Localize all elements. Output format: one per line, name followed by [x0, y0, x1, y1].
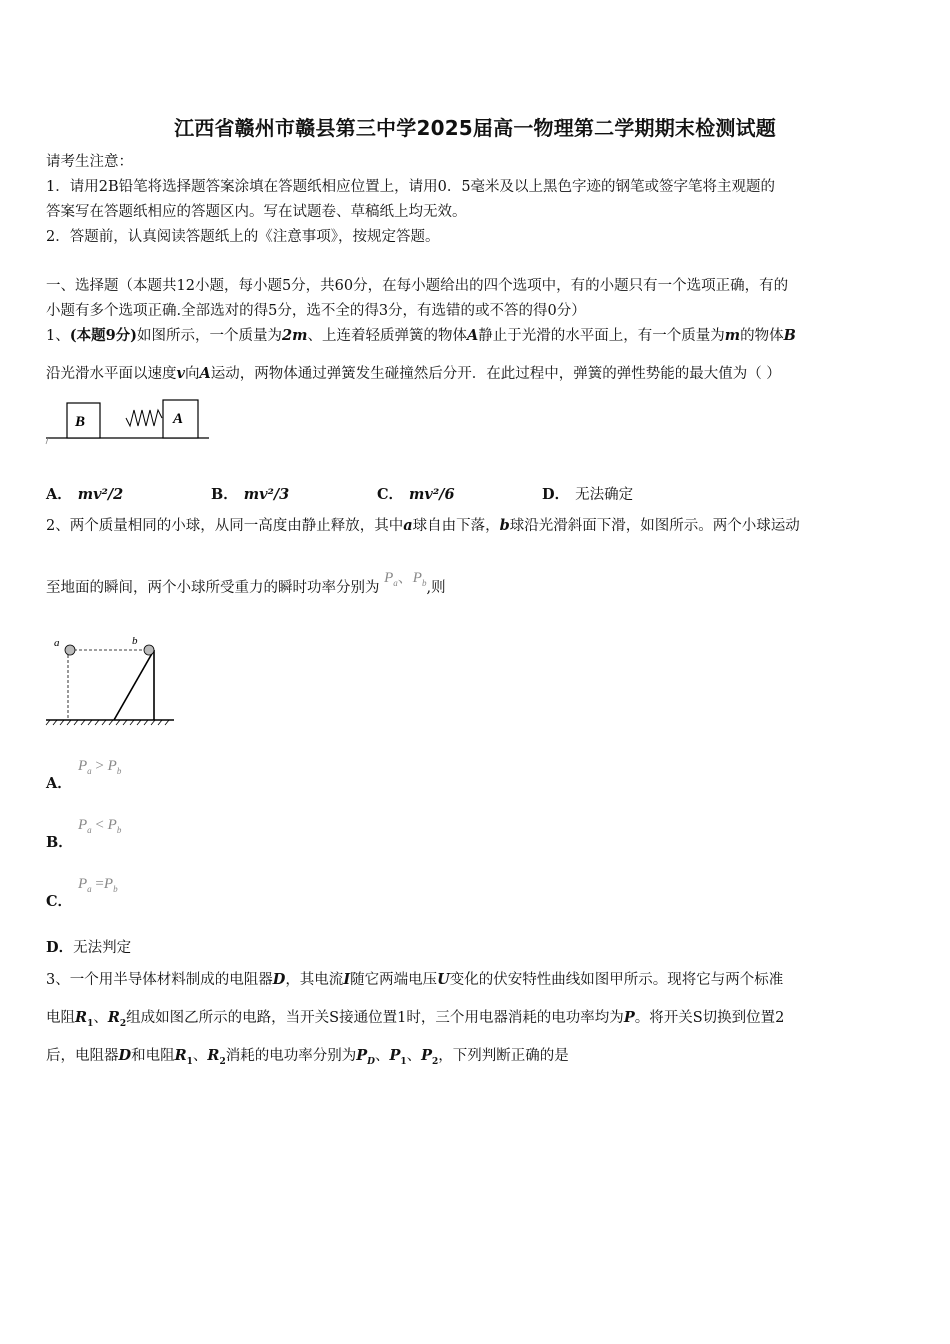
q2-line-2: 至地面的瞬间，两个小球所受重力的瞬时功率分别为 $P_a$、$P_b$,则 [46, 570, 446, 596]
q3-line-2: 电阻$R_1$、$R_2$组成如图乙所示的电路，当开关S接通位置1时，三个用电器消耗的电功率均为P。将开关S切换到位置2 [46, 1009, 785, 1029]
q1-option-d[interactable]: D． 无法确定 [542, 486, 634, 503]
q2-ball-a [65, 645, 75, 655]
q2-line-1: 2、两个质量相同的小球，从同一高度由静止释放，其中a球自由下落，b球沿光滑斜面下滑，如图所示。两个小球运动 [46, 517, 800, 534]
notice-heading: 请考生注意： [46, 154, 133, 170]
section-intro-2: 小题有多个选项正确.全部选对的得5分，选不全的得3分，有选错的或不答的得0分） [46, 303, 586, 319]
q2-power-symbols: $P_a$、$P_b$ [384, 570, 427, 588]
q2-option-d[interactable]: D．无法判定 [46, 939, 132, 956]
q3-line-3: 后，电阻器D和电阻$R_1$、$R_2$消耗的电功率分别为$P_D$、$P_1$、$P_2$，下列判断正确的是 [46, 1047, 569, 1067]
q1-line-1: 1、(本题9分)如图所示，一个质量为2m、上连着轻质弹簧的物体A静止于光滑的水平面上，有一个质量为m的物体B [46, 327, 796, 344]
q1-option-c[interactable]: C． mv²/6 [377, 486, 455, 503]
q2-figure-label-b: b [132, 635, 138, 647]
section-intro-1: 一、选择题（本题共12小题，每小题5分，共60分，在每小题给出的四个选项中，有的小题只有一个选项正确，有的 [46, 278, 789, 294]
q2-option-c-formula: $P_a =P_b$ [78, 876, 118, 894]
q2-incline-figure [44, 634, 179, 729]
q1-option-a[interactable]: A． mv²/2 [46, 486, 124, 503]
q2-option-b-label[interactable]: B． [46, 834, 73, 851]
q1-spring-figure [46, 398, 216, 448]
q2-figure-label-a: a [54, 637, 60, 649]
q1-figure-label-b: B [75, 414, 86, 430]
notice-item-1a: 1．请用2B铅笔将选择题答案涂填在答题纸相应位置上，请用0．5毫米及以上黑色字迹的钢笔或签字笔将主观题的 [46, 179, 776, 195]
notice-item-1b: 答案写在答题纸相应的答题区内。写在试题卷、草稿纸上均无效。 [46, 204, 467, 220]
q2-option-c-label[interactable]: C． [46, 893, 73, 910]
q2-option-b-formula: $P_a < P_b$ [78, 817, 122, 835]
notice-item-2: 2．答题前，认真阅读答题纸上的《注意事项》，按规定答题。 [46, 229, 440, 245]
q2-option-a-formula: $P_a > P_b$ [78, 758, 122, 776]
page-title: 江西省赣州市赣县第三中学2025届高一物理第二学期期末检测试题 [174, 116, 776, 140]
q1-line-2: 沿光滑水平面以速度v向A运动，两物体通过弹簧发生碰撞然后分开．在此过程中，弹簧的弹性势能的最大值为（ ） [46, 365, 781, 382]
q1-figure-label-a: A [173, 411, 184, 427]
q3-line-1: 3、一个用半导体材料制成的电阻器D，其电流I随它两端电压U变化的伏安特性曲线如图甲所示。现将它与两个标准 [46, 971, 784, 988]
q1-option-b[interactable]: B． mv²/3 [211, 486, 290, 503]
q2-option-a-label[interactable]: A． [46, 775, 72, 792]
q2-ball-b [144, 645, 154, 655]
